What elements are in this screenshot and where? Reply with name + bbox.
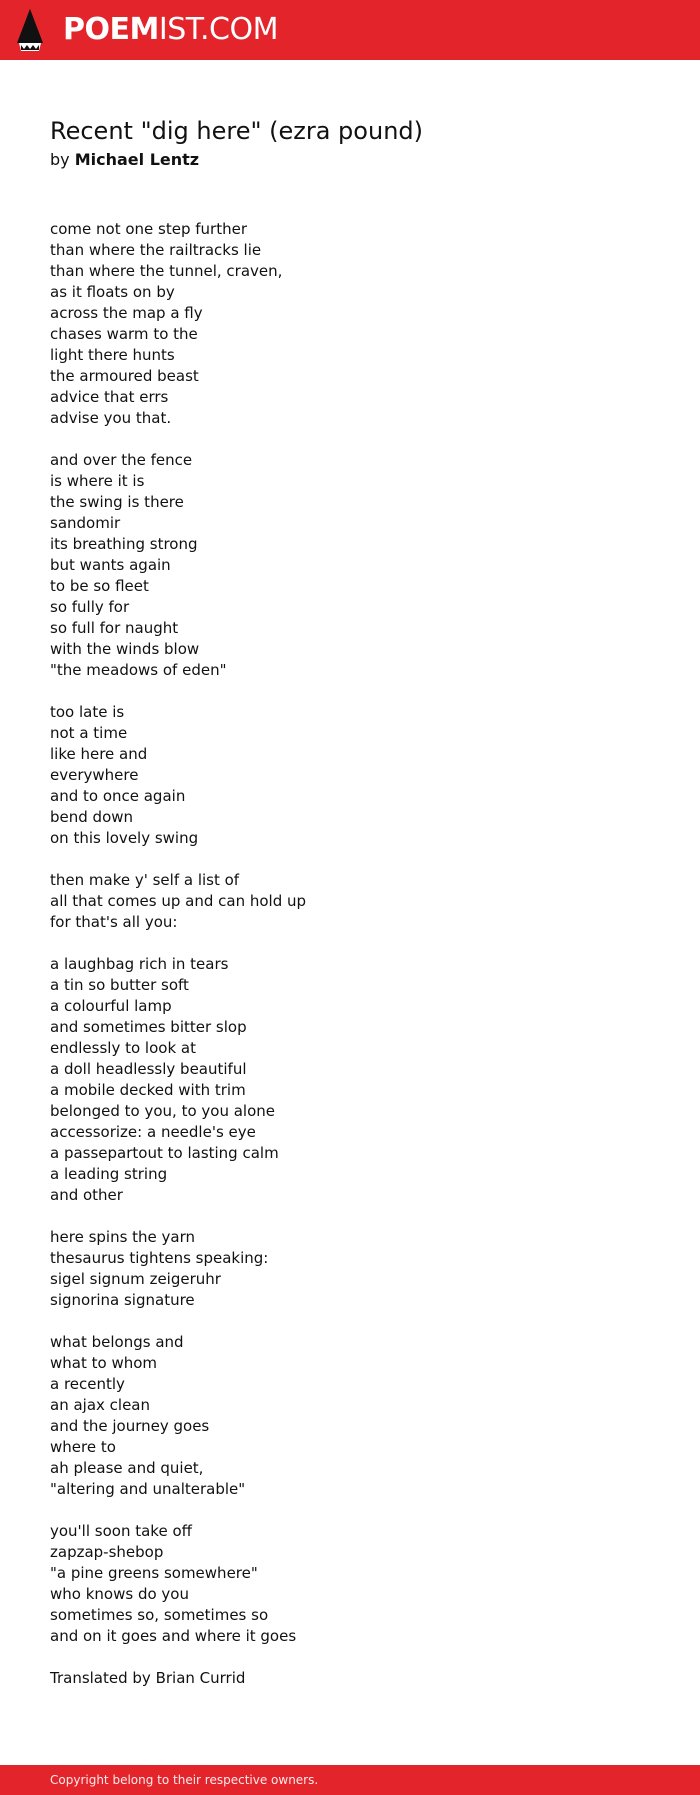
poem-line: what to whom (50, 1354, 158, 1372)
by-label: by (50, 150, 70, 169)
poem-line: what belongs and (50, 1333, 184, 1351)
poem-line: advise you that. (50, 409, 172, 427)
poem-title: Recent "dig here" (ezra pound) (50, 117, 423, 145)
poem-stanza (50, 870, 650, 933)
poem-line: a laughbag rich in tears (50, 955, 229, 973)
poem-line: a mobile decked with trim (50, 1081, 246, 1099)
poem-line: as it floats on by (50, 283, 175, 301)
poem-line: then make y' self a list of (50, 871, 240, 889)
poem-line: belonged to you, to you alone (50, 1102, 275, 1120)
poem-line: where to (50, 1438, 116, 1456)
site-footer (0, 1765, 700, 1795)
wordmark-strong: POEM (63, 12, 159, 47)
poem-line: signorina signature (50, 1291, 195, 1309)
poem-line: a colourful lamp (50, 997, 172, 1015)
author-name[interactable]: Michael Lentz (74, 150, 200, 169)
poem-line: like here and (50, 745, 148, 763)
poem-line: and other (50, 1186, 123, 1204)
poem-line: a passepartout to lasting calm (50, 1144, 279, 1162)
poem-stanza (50, 954, 650, 1206)
poem-line: you'll soon take off (50, 1522, 192, 1540)
poem-line: but wants again (50, 556, 171, 574)
poem-line: across the map a fly (50, 304, 203, 322)
poem-line: not a time (50, 724, 128, 742)
poem-stanza (50, 702, 650, 849)
poem-line: the armoured beast (50, 367, 199, 385)
poem-stanza (50, 1668, 650, 1689)
poem-line: "altering and unalterable" (50, 1480, 246, 1498)
site-logo-link[interactable] (17, 9, 278, 51)
poem-body (50, 219, 650, 1710)
poem-line: to be so fleet (50, 577, 149, 595)
poem-line: sometimes so, sometimes so (50, 1606, 269, 1624)
poem-line: ah please and quiet, (50, 1459, 204, 1477)
poem-line: who knows do you (50, 1585, 189, 1603)
poem-line: and on it goes and where it goes (50, 1627, 297, 1645)
poem-line: sigel signum zeigeruhr (50, 1270, 221, 1288)
poem-line: is where it is (50, 472, 145, 490)
poem-line: the swing is there (50, 493, 184, 511)
poem-line: accessorize: a needle's eye (50, 1123, 256, 1141)
poem-line: so full for naught (50, 619, 179, 637)
poem-line: light there hunts (50, 346, 175, 364)
poem-line: thesaurus tightens speaking: (50, 1249, 269, 1267)
poem-line: its breathing strong (50, 535, 198, 553)
poem-line: a tin so butter soft (50, 976, 189, 994)
poem-line: and over the fence (50, 451, 193, 469)
poem-line: here spins the yarn (50, 1228, 196, 1246)
poem-line: on this lovely swing (50, 829, 199, 847)
poem-stanza (50, 1521, 650, 1647)
site-header (0, 0, 700, 60)
poem-line: so fully for (50, 598, 130, 616)
poem-line: than where the railtracks lie (50, 241, 262, 259)
copyright-text: Copyright belong to their respective owners. (50, 1773, 319, 1787)
poem-line: a leading string (50, 1165, 168, 1183)
poem-line: Translated by Brian Currid (50, 1669, 246, 1687)
poem-line: too late is (50, 703, 125, 721)
poem-line: all that comes up and can hold up (50, 892, 307, 910)
poem-line: and to once again (50, 787, 186, 805)
poem-line: bend down (50, 808, 134, 826)
poem-line: a doll headlessly beautiful (50, 1060, 247, 1078)
wordmark-light: IST.COM (158, 12, 278, 47)
poem-line: with the winds blow (50, 640, 200, 658)
poem-line: advice that errs (50, 388, 169, 406)
poem-line: sandomir (50, 514, 121, 532)
poem-stanza (50, 450, 650, 681)
poem-line: and the journey goes (50, 1417, 210, 1435)
pencil-tip-icon (17, 9, 43, 51)
poem-line: than where the tunnel, craven, (50, 262, 283, 280)
poem-line: endlessly to look at (50, 1039, 196, 1057)
poem-stanza (50, 1332, 650, 1500)
site-wordmark (63, 12, 278, 47)
poem-line: a recently (50, 1375, 125, 1393)
poem-line: for that's all you: (50, 913, 178, 931)
poem-stanza (50, 219, 650, 429)
poem-line: chases warm to the (50, 325, 198, 343)
poem-line: everywhere (50, 766, 139, 784)
poem-line: and sometimes bitter slop (50, 1018, 247, 1036)
poem-header (50, 114, 650, 172)
poem-line: an ajax clean (50, 1396, 151, 1414)
poem-stanza (50, 1227, 650, 1311)
poem-line: zapzap-shebop (50, 1543, 164, 1561)
poem-line: "the meadows of eden" (50, 661, 227, 679)
byline (50, 148, 650, 172)
poem-line: "a pine greens somewhere" (50, 1564, 258, 1582)
poem-line: come not one step further (50, 220, 247, 238)
